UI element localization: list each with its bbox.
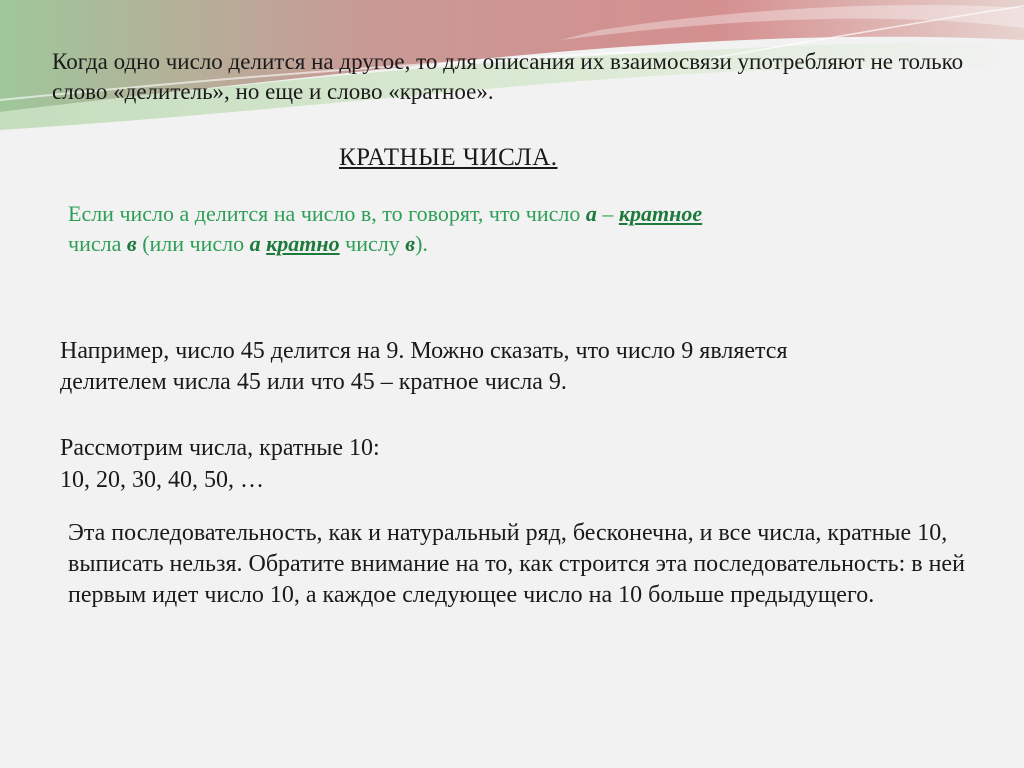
consider-line-2: 10, 20, 30, 40, 50, … — [60, 467, 264, 493]
intro-paragraph: Когда одно число делится на другое, то для описания их взаимосвязи употребляют не только слово «делитель», но еще и слово «кратное». — [52, 49, 964, 104]
definition-text-3: числа — [68, 231, 127, 256]
slide-title: КРАТНЫЕ ЧИСЛА. — [339, 144, 558, 171]
consider-line-1: Рассмотрим числа, кратные 10: — [60, 435, 380, 461]
sequence-paragraph: Эта последовательность, как и натуральный ряд, бесконечна, и все числа, кратные 10, выписать нельзя. Обратите внимание на то, как строится эта последовательность: в ней первым идет число 10, а каждое следующее число на 10 больше предыдущего. — [68, 520, 965, 608]
definition-paragraph — [68, 199, 968, 259]
consider-paragraph — [60, 432, 960, 496]
definition-text-7: ). — [415, 231, 428, 256]
definition-text-4: (или число — [136, 231, 250, 256]
definition-a-2: а — [249, 231, 261, 256]
definition-kratno: кратно — [266, 231, 340, 256]
definition-b-1: в — [126, 231, 137, 256]
definition-b-2: в — [405, 231, 416, 256]
definition-kratnoe: кратное — [618, 201, 703, 226]
definition-a-1: а — [585, 201, 597, 226]
example-line-2: делителем числа 45 или что 45 – кратное числа 9. — [60, 369, 567, 395]
definition-text-2: – — [596, 201, 619, 226]
definition-text-1: Если число а делится на число в, то говорят, что число — [68, 201, 586, 226]
definition-text-6: числу — [339, 231, 406, 256]
example-paragraph — [60, 336, 960, 398]
example-line-1: Например, число 45 делится на 9. Можно сказать, что число 9 является — [60, 338, 788, 364]
